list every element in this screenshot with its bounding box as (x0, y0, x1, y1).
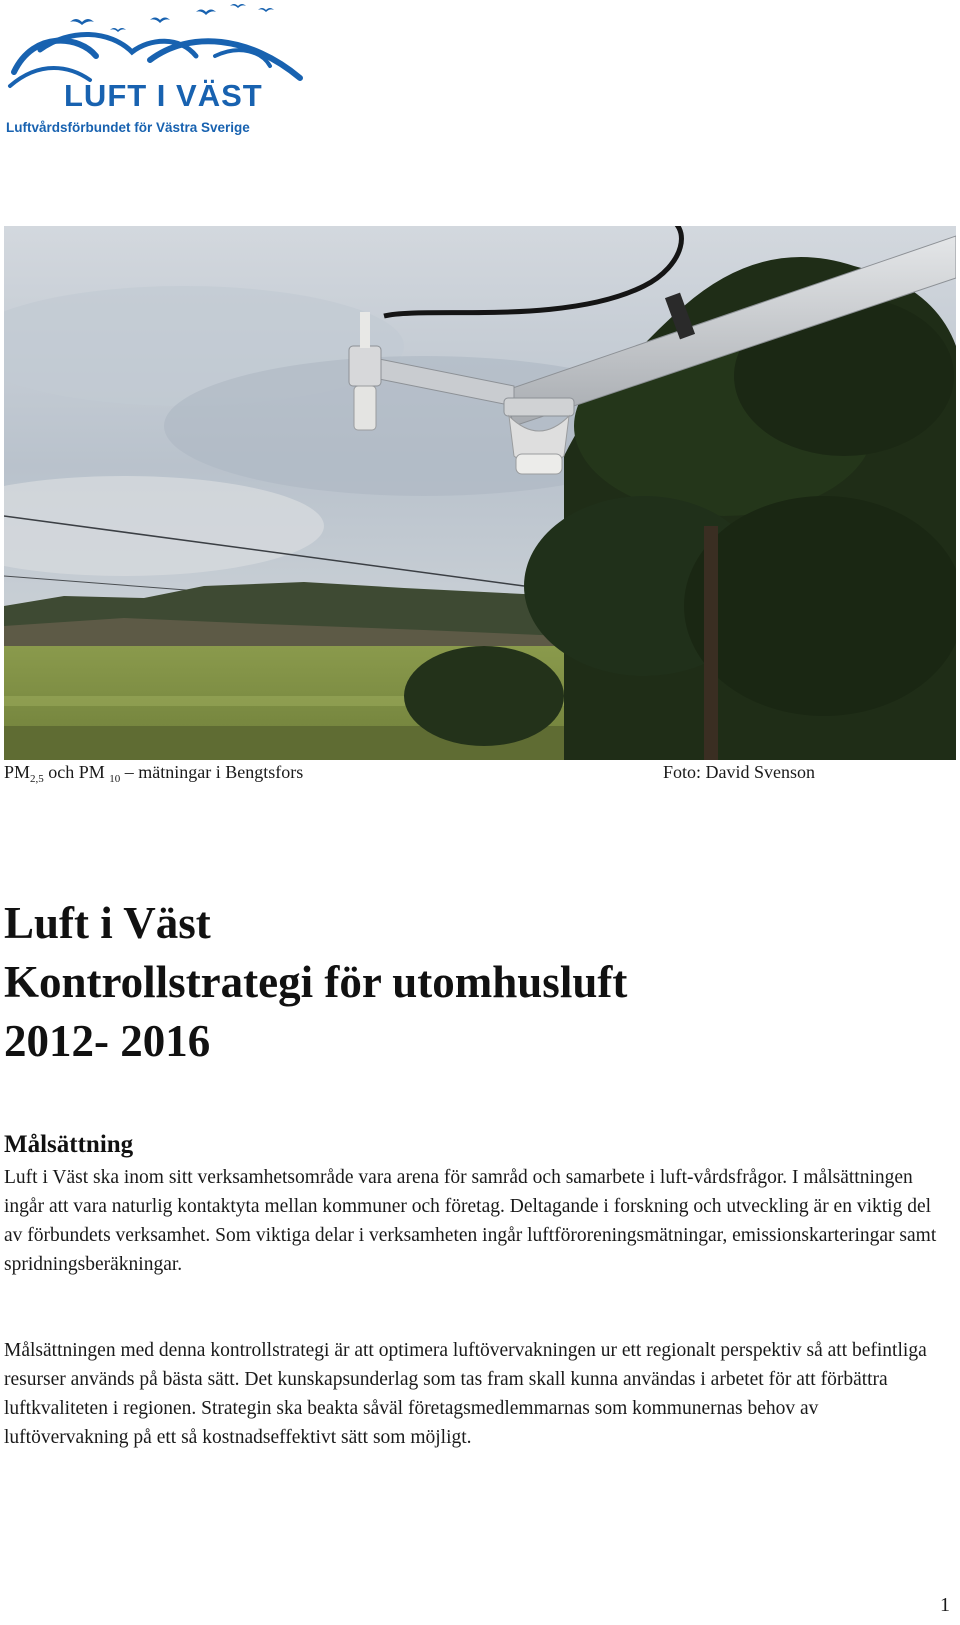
section-heading: Målsättning (4, 1131, 134, 1158)
caption-pm: PM (4, 762, 31, 782)
title-line-3: 2012- 2016 (4, 1016, 211, 1066)
photo-caption (4, 762, 956, 786)
title-line-2: Kontrollstrategi för utomhusluft (4, 957, 628, 1007)
title-line-1: Luft i Väst (4, 898, 211, 948)
caption-sub-10: 10 (109, 773, 121, 785)
caption-och: och PM (43, 762, 110, 782)
paragraph-1: Luft i Väst ska inom sitt verksamhetsområde vara arena för samråd och samarbete i luft-vårdsfrågor. I målsättningen ingår att vara naturlig kontaktyta mellan kommuner och företag. Deltagande i forskning och utveckling är en viktig del av förbundets verksamhet. Som viktiga delar i verksamheten ingår luftföroreningsmätningar, emissionskarteringar samt spridningsberäkningar. (4, 1167, 937, 1275)
photo-credit: Foto: David Svenson (663, 762, 816, 782)
photo-measurement-station (4, 226, 956, 760)
logo-title: LUFT I VÄST (64, 78, 263, 113)
paragraph-2: Målsättningen med denna kontrollstrategi är att optimera luftövervakningen ur ett regionalt perspektiv så att befintliga resurser används på bästa sätt. Det kunskapsunderlag som tas fram skall kunna användas i arbetet för att förbättra luftkvaliteten i regionen. Strategin ska beakta såväl företagsmedlemmarnas som kommunernas behov av luftövervakning på ett så kostnadseffektivt sätt som möjligt. (4, 1340, 927, 1448)
logo (0, 0, 340, 150)
caption-rest: – mätningar i Bengtsfors (120, 762, 304, 782)
caption-sub-2-5: 2,5 (30, 773, 44, 785)
logo-subtitle: Luftvårdsförbundet för Västra Sverige (6, 120, 250, 135)
document-title (4, 894, 944, 1071)
page-number: 1 (940, 1594, 950, 1616)
caption-left (4, 762, 303, 785)
